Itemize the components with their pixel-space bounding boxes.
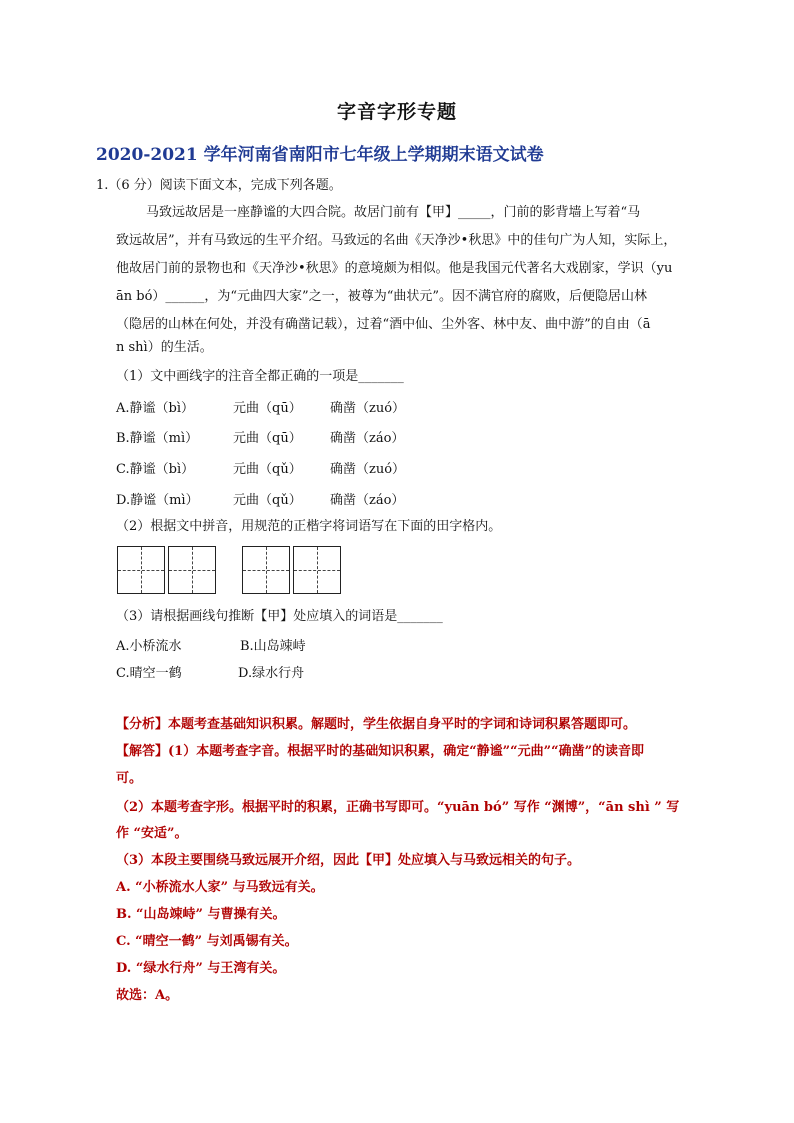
sub-question-2: （2）根据文中拼音，用规范的正楷字将词语写在下面的田字格内。: [116, 519, 502, 534]
option-b-1: B.静谧（mì）: [116, 431, 199, 446]
tianzi-cell[interactable]: [293, 546, 341, 594]
passage-line: n shì）的生活。: [116, 340, 213, 355]
answer-solution-3: （3）本段主要围绕马致远展开介绍，因此【甲】处应填入与马致远相关的句子。: [116, 853, 581, 868]
answer-solution-1-cont: 可。: [116, 771, 143, 786]
passage-line: 他故居门前的景物也和《天净沙•秋思》的意境颇为相似。他是我国元代著名大戏剧家，学识（yu: [116, 261, 673, 276]
option-b-3: 确凿（záo）: [330, 431, 405, 446]
answer-solution-2: （2）本题考查字形。根据平时的积累，正确书写即可。“yuān bó” 写作 “渊博”，“ān shì ” 写: [116, 800, 680, 815]
option-a-3: 确凿（zuó）: [330, 401, 406, 416]
answer-item-c: C. “晴空一鹤” 与刘禹锡有关。: [116, 934, 298, 949]
option-c-1: C.静谧（bì）: [116, 462, 195, 477]
sub3-option-a: A.小桥流水: [116, 639, 182, 654]
tianzi-cell[interactable]: [242, 546, 290, 594]
passage-line: ān bó）______，为“元曲四大家”之一，被尊为“曲状元”。因不满官府的腐败，后便隐居山林: [116, 289, 647, 304]
answer-solution-1: 【解答】(1）本题考查字音。根据平时的基础知识积累，确定“静谧”“元曲”“确凿”的读音即: [116, 744, 645, 759]
answer-item-b: B. “山岛竦峙” 与曹操有关。: [116, 907, 286, 922]
sub-question-3: （3）请根据画线句推断【甲】处应填入的词语是_______: [116, 609, 443, 624]
question-header: 1.（6 分）阅读下面文本，完成下列各题。: [96, 178, 342, 193]
exam-title: 2020-2021 学年河南省南阳市七年级上学期期末语文试卷: [96, 145, 544, 165]
sub3-option-c: C.晴空一鹤: [116, 666, 182, 681]
option-a-2: 元曲（qū）: [233, 401, 302, 416]
tianzi-cell[interactable]: [117, 546, 165, 594]
answer-item-a: A. “小桥流水人家” 与马致远有关。: [116, 880, 324, 895]
sub3-option-b: B.山岛竦峙: [240, 639, 306, 654]
passage-line: （隐居的山林在何处，并没有确凿记载），过着“酒中仙、尘外客、林中友、曲中游”的自由（ā: [116, 317, 651, 332]
option-a-1: A.静谧（bì）: [116, 401, 195, 416]
answer-analysis: 【分析】本题考查基础知识积累。解题时，学生依据自身平时的字词和诗词积累答题即可。: [116, 717, 637, 732]
option-c-3: 确凿（zuó）: [330, 462, 406, 477]
answer-final: 故选：A。: [116, 988, 179, 1003]
answer-item-d: D. “绿水行舟” 与王湾有关。: [116, 961, 286, 976]
option-d-2: 元曲（qǔ）: [233, 493, 302, 508]
passage-line: 马致远故居是一座静谧的大四合院。故居门前有【甲】_____，门前的影背墙上写着“马: [146, 205, 641, 220]
tianzi-cell[interactable]: [168, 546, 216, 594]
sub-question-1: （1）文中画线字的注音全都正确的一项是_______: [116, 369, 404, 384]
option-d-1: D.静谧（mì）: [116, 493, 199, 508]
sub3-option-d: D.绿水行舟: [238, 666, 305, 681]
option-c-2: 元曲（qǔ）: [233, 462, 302, 477]
page-title: 字音字形专题: [336, 101, 457, 123]
option-b-2: 元曲（qū）: [233, 431, 302, 446]
answer-solution-2-cont: 作 “安适”。: [116, 826, 188, 841]
option-d-3: 确凿（záo）: [330, 493, 405, 508]
passage-line: 致远故居”，并有马致远的生平介绍。马致远的名曲《天净沙•秋思》中的佳句广为人知，实际上，: [116, 233, 677, 248]
